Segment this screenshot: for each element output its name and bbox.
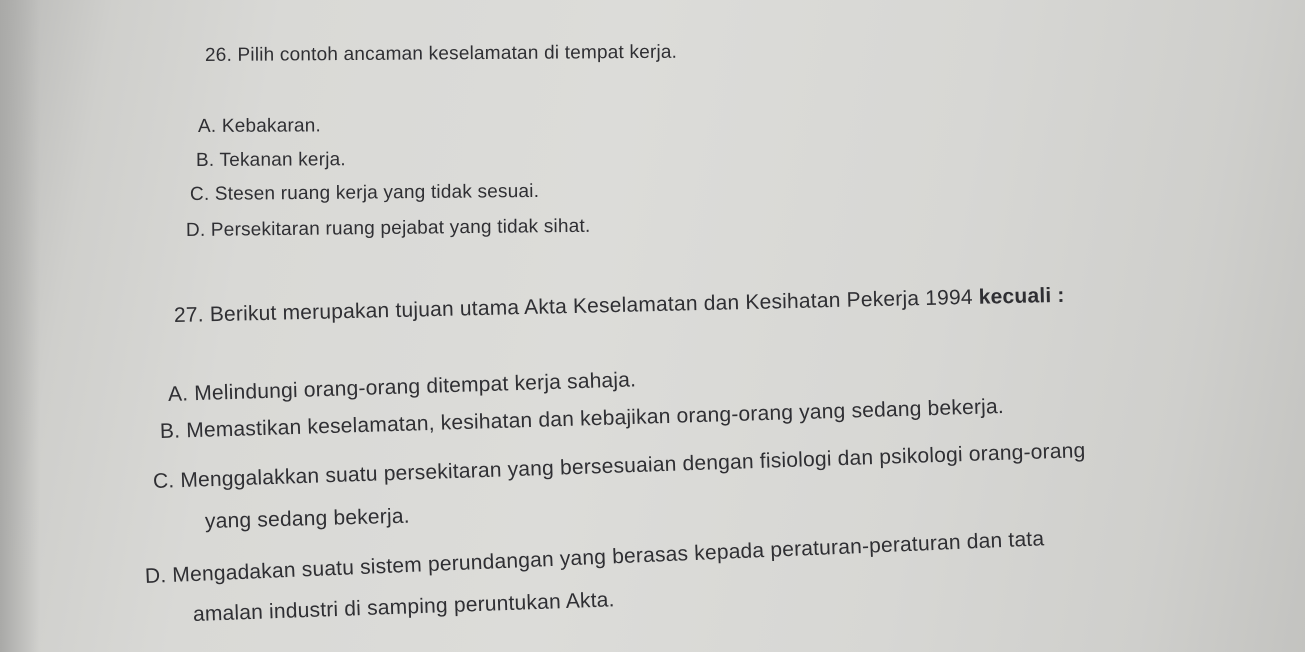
question-27-option-c-line2: yang sedang bekerja. — [204, 504, 411, 533]
question-27-stem-text: 27. Berikut merupakan tujuan utama Akta Keselamatan dan Kesihatan Pekerja 1994 — [173, 285, 980, 327]
question-27-option-d-line2: amalan industri di samping peruntukan Akta. — [192, 588, 615, 626]
question-27-option-d-line1: D. Mengadakan suatu sistem perundangan yang berasas kepada peraturan-peraturan dan tata — [144, 527, 1045, 588]
question-26-option-b: B. Tekanan kerja. — [195, 149, 346, 171]
question-27-option-c-line1: C. Menggalakkan suatu persekitaran yang bersesuaian dengan fisiologi dan psikologi orang-orang — [152, 439, 1086, 493]
question-27-kecuali: kecuali : — [978, 283, 1065, 309]
question-27-stem — [174, 284, 1065, 328]
question-26-stem: 26. Pilih contoh ancaman keselamatan di tempat kerja. — [204, 41, 678, 66]
page-shadow — [0, 0, 40, 652]
question-26-option-d: D. Persekitaran ruang pejabat yang tidak sihat. — [185, 215, 591, 241]
question-26-option-c: C. Stesen ruang kerja yang tidak sesuai. — [189, 180, 540, 205]
question-27-option-a: A. Melindungi orang-orang ditempat kerja sahaja. — [167, 368, 637, 406]
question-27-option-b: B. Memastikan keselamatan, kesihatan dan kebajikan orang-orang yang sedang bekerja. — [159, 394, 1005, 443]
question-26-option-a: A. Kebakaran. — [197, 115, 322, 137]
